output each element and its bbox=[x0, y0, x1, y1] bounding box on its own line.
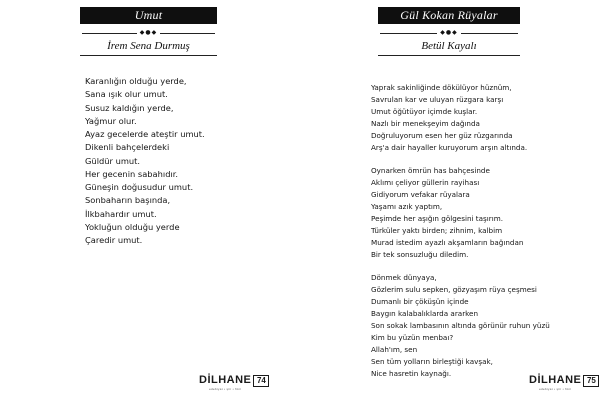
poem-line: Savrulan kar ve uluyan rüzgara karşı bbox=[371, 94, 504, 104]
poem-line: Nice hasretin kaynağı. bbox=[371, 368, 452, 378]
poem-author: Betül Kayalı bbox=[421, 40, 477, 52]
poem-line: Yaşamı azık yaptım, bbox=[371, 202, 443, 212]
author-divider bbox=[80, 55, 217, 56]
poem-line: Bir tek sonsuzluğu diledim. bbox=[371, 249, 469, 259]
poem-line: Oynarken ömrün has bahçesinde bbox=[371, 166, 490, 176]
poem-line: Doğruluyorum esen her güz rüzgarında bbox=[371, 130, 513, 140]
poem-line: Peşimde her aşığın gölgesini taşırım. bbox=[371, 213, 503, 223]
poem-line: Çaredir umut. bbox=[85, 235, 143, 245]
logo-wordmark: DİLHANE bbox=[529, 374, 582, 386]
poem-line: Güldür umut. bbox=[85, 155, 141, 166]
poem-line: Umut öğütüyor içimde kuşlar. bbox=[371, 106, 478, 116]
poem-line: Dikenli bahçelerdeki bbox=[85, 142, 170, 153]
poem-line: Allah'ım, sen bbox=[371, 344, 418, 354]
poem-line: Kim bu yüzün menbaı? bbox=[371, 333, 454, 342]
poem-line: Gözlerim sulu sepken, gözyaşım rüya çeşmesi bbox=[371, 285, 537, 295]
poem-line: Baygın kalabalıklarda ararken bbox=[371, 309, 479, 319]
poem-title-bar bbox=[378, 7, 520, 24]
poem-line: Sonbaharın başında, bbox=[85, 195, 171, 206]
poem-line: Dumanlı bir çöküşün içinde bbox=[371, 297, 469, 307]
poem-body bbox=[371, 82, 550, 380]
title-ornament: ◆●◆ bbox=[82, 29, 215, 37]
poem-line: Sana ışık olur umut. bbox=[85, 89, 168, 100]
poem-author: İrem Sena Durmuş bbox=[107, 40, 190, 52]
poem-line: Nazlı bir menekşeyim dağında bbox=[371, 118, 480, 128]
poem-title: Gül Kokan Rüyalar bbox=[400, 8, 498, 22]
magazine-logo bbox=[529, 375, 599, 395]
poem-line: Murad istedim ayazlı akşamların bağından bbox=[371, 237, 524, 247]
poem-line: Türküler yaktı birden; zihnim, kalbim bbox=[371, 225, 503, 235]
author-divider bbox=[378, 55, 520, 56]
poem-line: Aklımı çeliyor güllerin rayihası bbox=[371, 178, 480, 188]
page-number-badge: 75 bbox=[583, 375, 599, 387]
poem-title-bar bbox=[80, 7, 217, 24]
page-number-badge: 74 bbox=[253, 375, 269, 387]
poem-line: Dönmek dünyaya, bbox=[371, 273, 437, 283]
stanza-gap bbox=[371, 261, 550, 273]
title-ornament: ◆●◆ bbox=[380, 29, 518, 37]
poem-line: Arş'a dair hayaller kuruyorum arşın altında. bbox=[371, 142, 528, 152]
poem-line: Yağmur olur. bbox=[85, 115, 137, 126]
poem-line: Her gecenin sabahıdır. bbox=[85, 168, 179, 179]
magazine-logo bbox=[199, 375, 269, 395]
poem-title: Umut bbox=[134, 8, 163, 22]
poem-line: İlkbahardır umut. bbox=[85, 208, 157, 219]
right-page bbox=[300, 0, 600, 400]
poem-line: Yaprak sakinliğinde dökülüyor hüznüm, bbox=[371, 83, 512, 92]
logo-tagline: edebiyat • şiir • fikir bbox=[209, 387, 242, 391]
poem-body bbox=[85, 75, 205, 247]
poem-line: Yokluğun olduğu yerde bbox=[85, 221, 180, 232]
logo-wordmark: DİLHANE bbox=[199, 374, 252, 386]
poem-line: Sen tüm yolların birleştiği kavşak, bbox=[371, 356, 493, 366]
poem-line: Son sokak lambasının altında görünür ruhun yüzü bbox=[371, 321, 550, 331]
poem-line: Susuz kaldığın yerde, bbox=[85, 102, 174, 113]
poem-line: Karanlığın olduğu yerde, bbox=[85, 76, 187, 86]
poem-line: Gidiyorum vefakar rüyalara bbox=[371, 190, 470, 200]
poem-line: Güneşin doğusudur umut. bbox=[85, 182, 194, 192]
poem-line: Ayaz gecelerde ateştir umut. bbox=[85, 129, 205, 139]
logo-tagline: edebiyat • şiir • fikir bbox=[539, 387, 572, 391]
stanza-gap bbox=[371, 153, 550, 165]
